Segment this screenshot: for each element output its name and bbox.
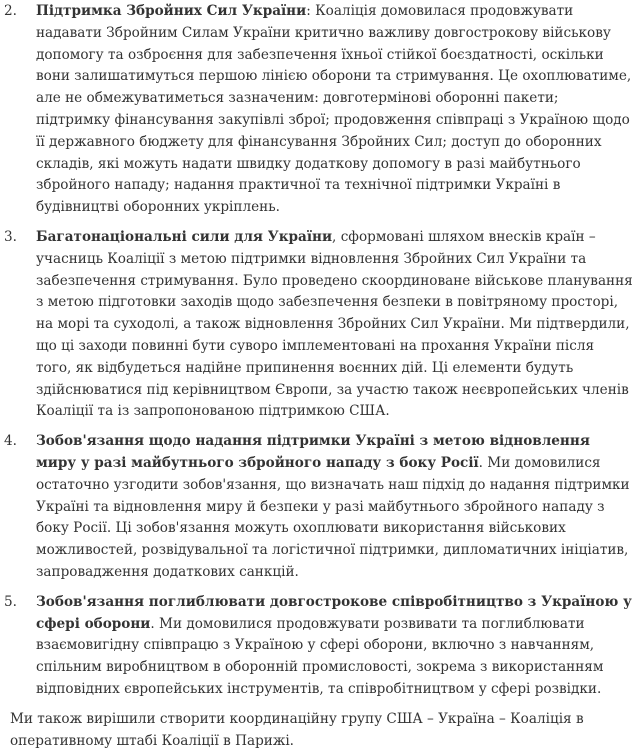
item-heading: Зобов'язання щодо надання підтримки Україні з метою відновлення миру у разі майбутнього збройного нападу з боку Росії — [36, 433, 590, 471]
list-item — [0, 592, 639, 701]
item-number: 3. — [4, 228, 17, 245]
list-item — [0, 431, 639, 584]
item-text: . Ми домовилися продовжувати розвивати та поглиблювати взаємовигідну співпрацю з Україною у сфері оборони, включно з навчанням, спільним виробництвом в оборонній промисловості, зокрема з використанням відповідних європейських інструментів, та співробітництвом у сфері розвідки. — [36, 615, 604, 697]
list-item — [0, 227, 639, 423]
document-page — [0, 1, 639, 749]
item-text: . Ми домовилися остаточно узгодити зобов'язання, що визначать наш підхід до надання підтримки Україні та відновлення миру й безпеки у разі майбутнього збройного нападу з боку Росії. Ці зобов'язання можуть охоплювати використання військових можливостей, розвідувальної та логістичної підтримки, дипломатичних ініціатив, запровадження додаткових санкцій. — [36, 454, 630, 580]
item-heading: Зобов'язання поглиблювати довгострокове співробітництво з Україною у сфері оборони — [36, 593, 632, 632]
numbered-list — [0, 1, 639, 701]
list-item — [0, 1, 639, 219]
item-heading: Підтримка Збройних Сил України — [36, 3, 307, 19]
closing-paragraph: Ми також вирішили створити координаційну групу США – Україна – Коаліція в оперативному штабі Коаліції в Парижі. — [10, 710, 584, 749]
item-number: 5. — [4, 593, 17, 610]
item-text: , сформовані шляхом внесків країн – учасниць Коаліції з метою підтримки відновлення Збройних Сил України та забезпечення стримування. Було проведено скоординоване військове планування з метою підготовки заходів щодо забезпечення безпеки в повітряному просторі, на морі та суходолі, а також відновлення Збройних Сил України. Ми підтвердили, що ці заходи повинні бути суворо імплементовані на прохання України після того, як відбудеться надійне припинення воєнних дій. Ці елементи будуть здійснюватися під керівництвом Європи, за участю також неєвропейських членів Коаліції та із запропонованою підтримкою США. — [36, 228, 633, 420]
item-number: 4. — [4, 433, 17, 450]
item-text: : Коаліція домовилася продовжувати надавати Збройним Силам України критично важливу довгострокову військову допомогу та озброєння для забезпечення їхньої стійкої боєздатності, оскільки вони залишатимуться першою лінією оборони та стримування. Це охоплюватиме, але не обмежуватиметься зазначеним: довготермінові оборонні пакети; підтримку фінансування закупівлі зброї; продовження співпраці з Україною щодо її державного бюджету для фінансування Збройних Сил; доступ до оборонних складів, які можуть надати швидку додаткову допомогу в разі майбутнього збройного нападу; надання практичної та технічної підтримки Україні в будівництві оборонних укріплень. — [36, 3, 632, 216]
item-number: 2. — [4, 3, 17, 19]
item-heading: Багатонаціональні сили для України — [36, 228, 333, 245]
